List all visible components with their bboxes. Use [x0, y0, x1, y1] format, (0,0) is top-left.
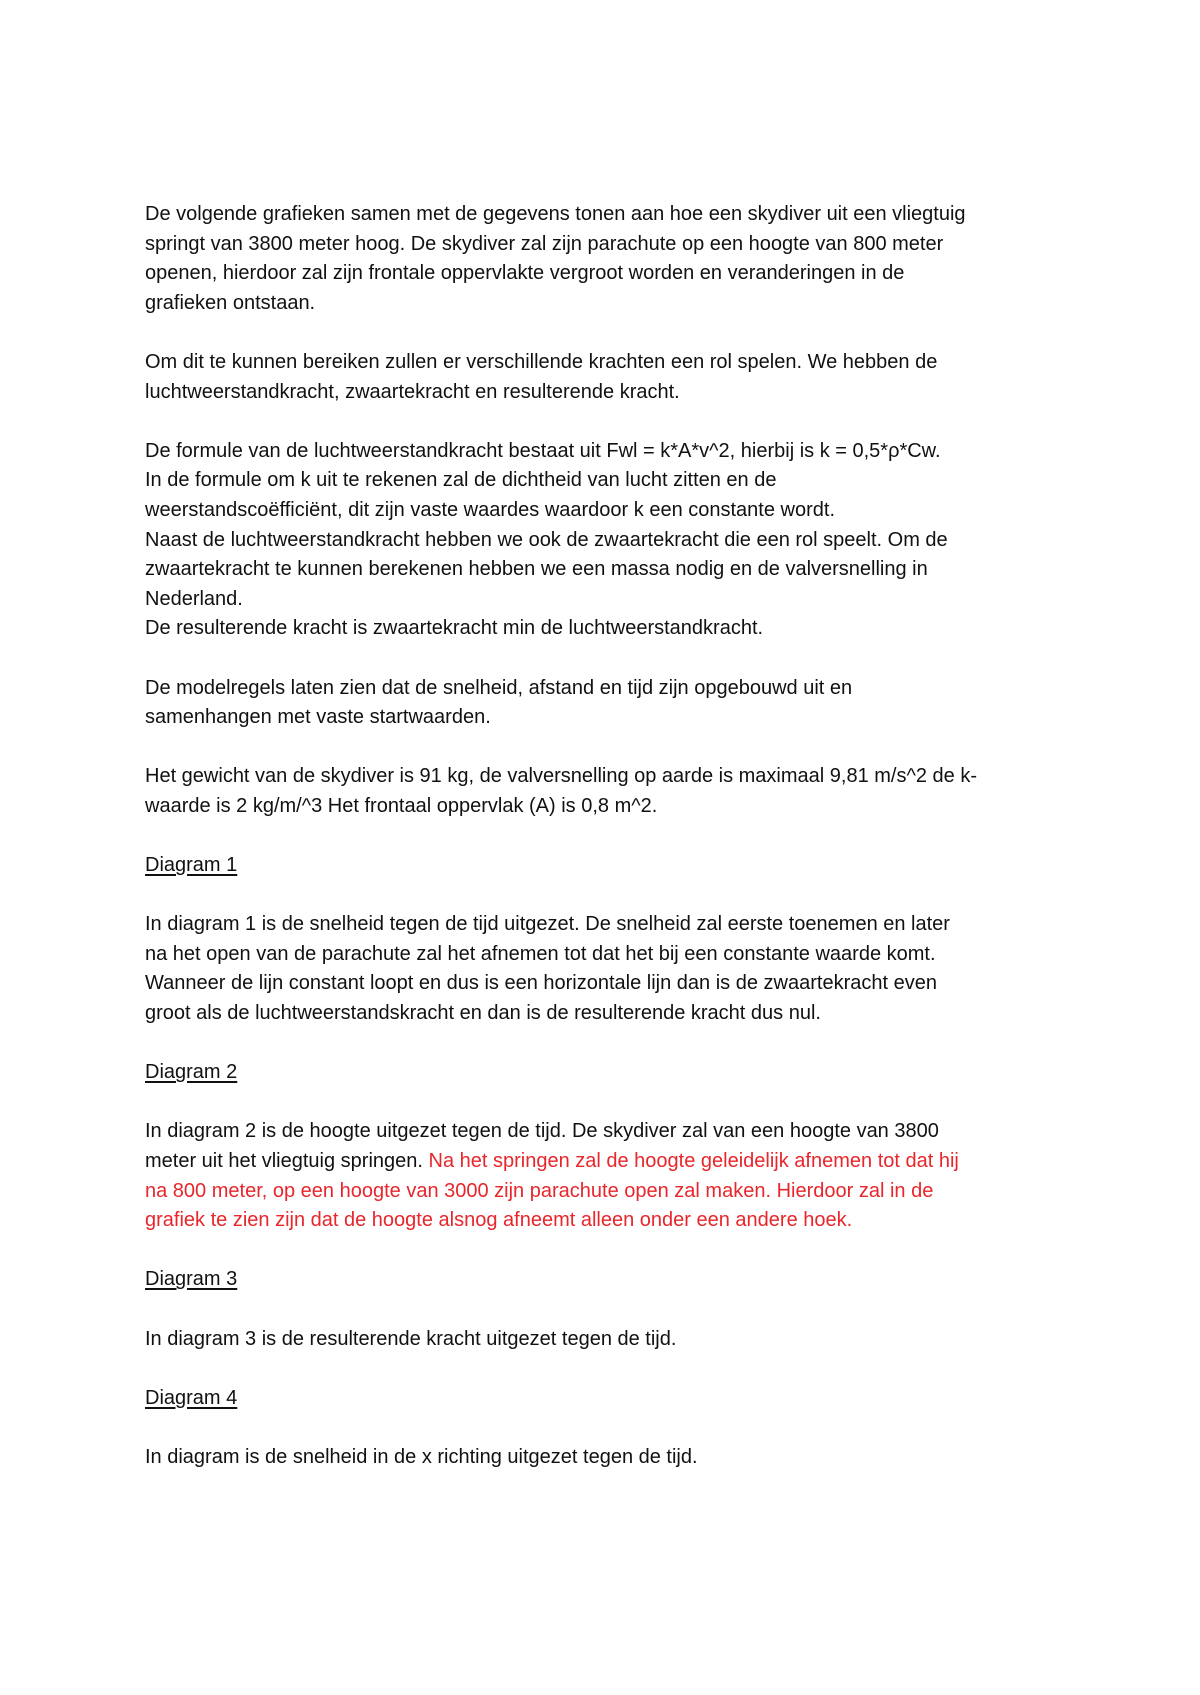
- diagram4-line: In diagram is de snelheid in de x richting uitgezet tegen de tijd.: [145, 1445, 698, 1468]
- document-page: [145, 200, 1075, 1502]
- values-line: waarde is 2 kg/m/^3 Het frontaal oppervlak (A) is 0,8 m^2.: [145, 794, 658, 817]
- diagram3-heading-text: Diagram 3: [145, 1268, 238, 1291]
- diagram2-line-red: grafiek te zien zijn dat de hoogte alsnog afneemt alleen onder een andere hoek.: [145, 1209, 853, 1232]
- formula-line: De formule van de luchtweerstandkracht bestaat uit Fwl = k*A*v^2, hierbij is k = 0,5*ρ*Cw.: [145, 439, 941, 462]
- formula-line: Naast de luchtweerstandkracht hebben we ook de zwaartekracht die een rol speelt. Om de: [145, 528, 948, 551]
- diagram1-line: In diagram 1 is de snelheid tegen de tijd uitgezet. De snelheid zal eerste toenemen en later: [145, 913, 950, 936]
- diagram1-line: groot als de luchtweerstandskracht en dan is de resulterende kracht dus nul.: [145, 1002, 821, 1025]
- values-line: Het gewicht van de skydiver is 91 kg, de valversnelling op aarde is maximaal 9,81 m/s^2 de k-: [145, 765, 978, 788]
- model-rules-line: De modelregels laten zien dat de snelheid, afstand en tijd zijn opgebouwd uit en: [145, 676, 853, 699]
- diagram1-line: Wanneer de lijn constant loopt en dus is een horizontale lijn dan is de zwaartekracht even: [145, 972, 937, 995]
- diagram1-heading: [145, 851, 1075, 881]
- diagram2-heading-text: Diagram 2: [145, 1061, 238, 1084]
- diagram2-text-red: Na het springen zal de hoogte geleidelijk afnemen tot dat hij: [428, 1150, 959, 1172]
- intro-line: grafieken ontstaan.: [145, 291, 316, 314]
- formula-line: De resulterende kracht is zwaartekracht min de luchtweerstandkracht.: [145, 617, 764, 640]
- diagram2-heading: [145, 1058, 1075, 1088]
- diagram2-line: [145, 1147, 1075, 1177]
- model-rules-line: samenhangen met vaste startwaarden.: [145, 706, 491, 729]
- formula-line: In de formule om k uit te rekenen zal de dichtheid van lucht zitten en de: [145, 469, 777, 492]
- formula-line: weerstandscoëfficiënt, dit zijn vaste waardes waardoor k een constante wordt.: [145, 498, 835, 521]
- intro-line: springt van 3800 meter hoog. De skydiver zal zijn parachute op een hoogte van 800 meter: [145, 232, 944, 255]
- diagram3-line: In diagram 3 is de resulterende kracht uitgezet tegen de tijd.: [145, 1327, 677, 1350]
- formula-line: Nederland.: [145, 587, 243, 610]
- diagram1-heading-text: Diagram 1: [145, 854, 238, 877]
- intro-line: openen, hierdoor zal zijn frontale oppervlakte vergroot worden en veranderingen in de: [145, 262, 905, 285]
- diagram1-line: na het open van de parachute zal het afnemen tot dat het bij een constante waarde komt.: [145, 942, 936, 965]
- diagram4-heading-text: Diagram 4: [145, 1386, 238, 1409]
- diagram4-heading: [145, 1384, 1075, 1414]
- diagram2-line: In diagram 2 is de hoogte uitgezet tegen de tijd. De skydiver zal van een hoogte van 3800: [145, 1120, 939, 1143]
- intro-line: De volgende grafieken samen met de gegevens tonen aan hoe een skydiver uit een vliegtuig: [145, 203, 966, 225]
- forces-paragraph: [145, 348, 1075, 407]
- diagram3-heading: [145, 1265, 1075, 1295]
- intro-paragraph: [145, 200, 1075, 318]
- diagram4-paragraph: [145, 1443, 1075, 1473]
- forces-line: luchtweerstandkracht, zwaartekracht en resulterende kracht.: [145, 380, 680, 403]
- formula-line: zwaartekracht te kunnen berekenen hebben we een massa nodig en de valversnelling in: [145, 558, 928, 581]
- formula-paragraph: [145, 437, 1075, 644]
- diagram3-paragraph: [145, 1325, 1075, 1355]
- model-rules-paragraph: [145, 674, 1075, 733]
- forces-line: Om dit te kunnen bereiken zullen er verschillende krachten een rol spelen. We hebben de: [145, 350, 938, 373]
- diagram2-paragraph: [145, 1117, 1075, 1235]
- diagram2-line-red: na 800 meter, op een hoogte van 3000 zijn parachute open zal maken. Hierdoor zal in de: [145, 1179, 934, 1202]
- values-paragraph: [145, 762, 1075, 821]
- diagram2-text-black: meter uit het vliegtuig springen.: [145, 1150, 429, 1172]
- diagram1-paragraph: [145, 910, 1075, 1028]
